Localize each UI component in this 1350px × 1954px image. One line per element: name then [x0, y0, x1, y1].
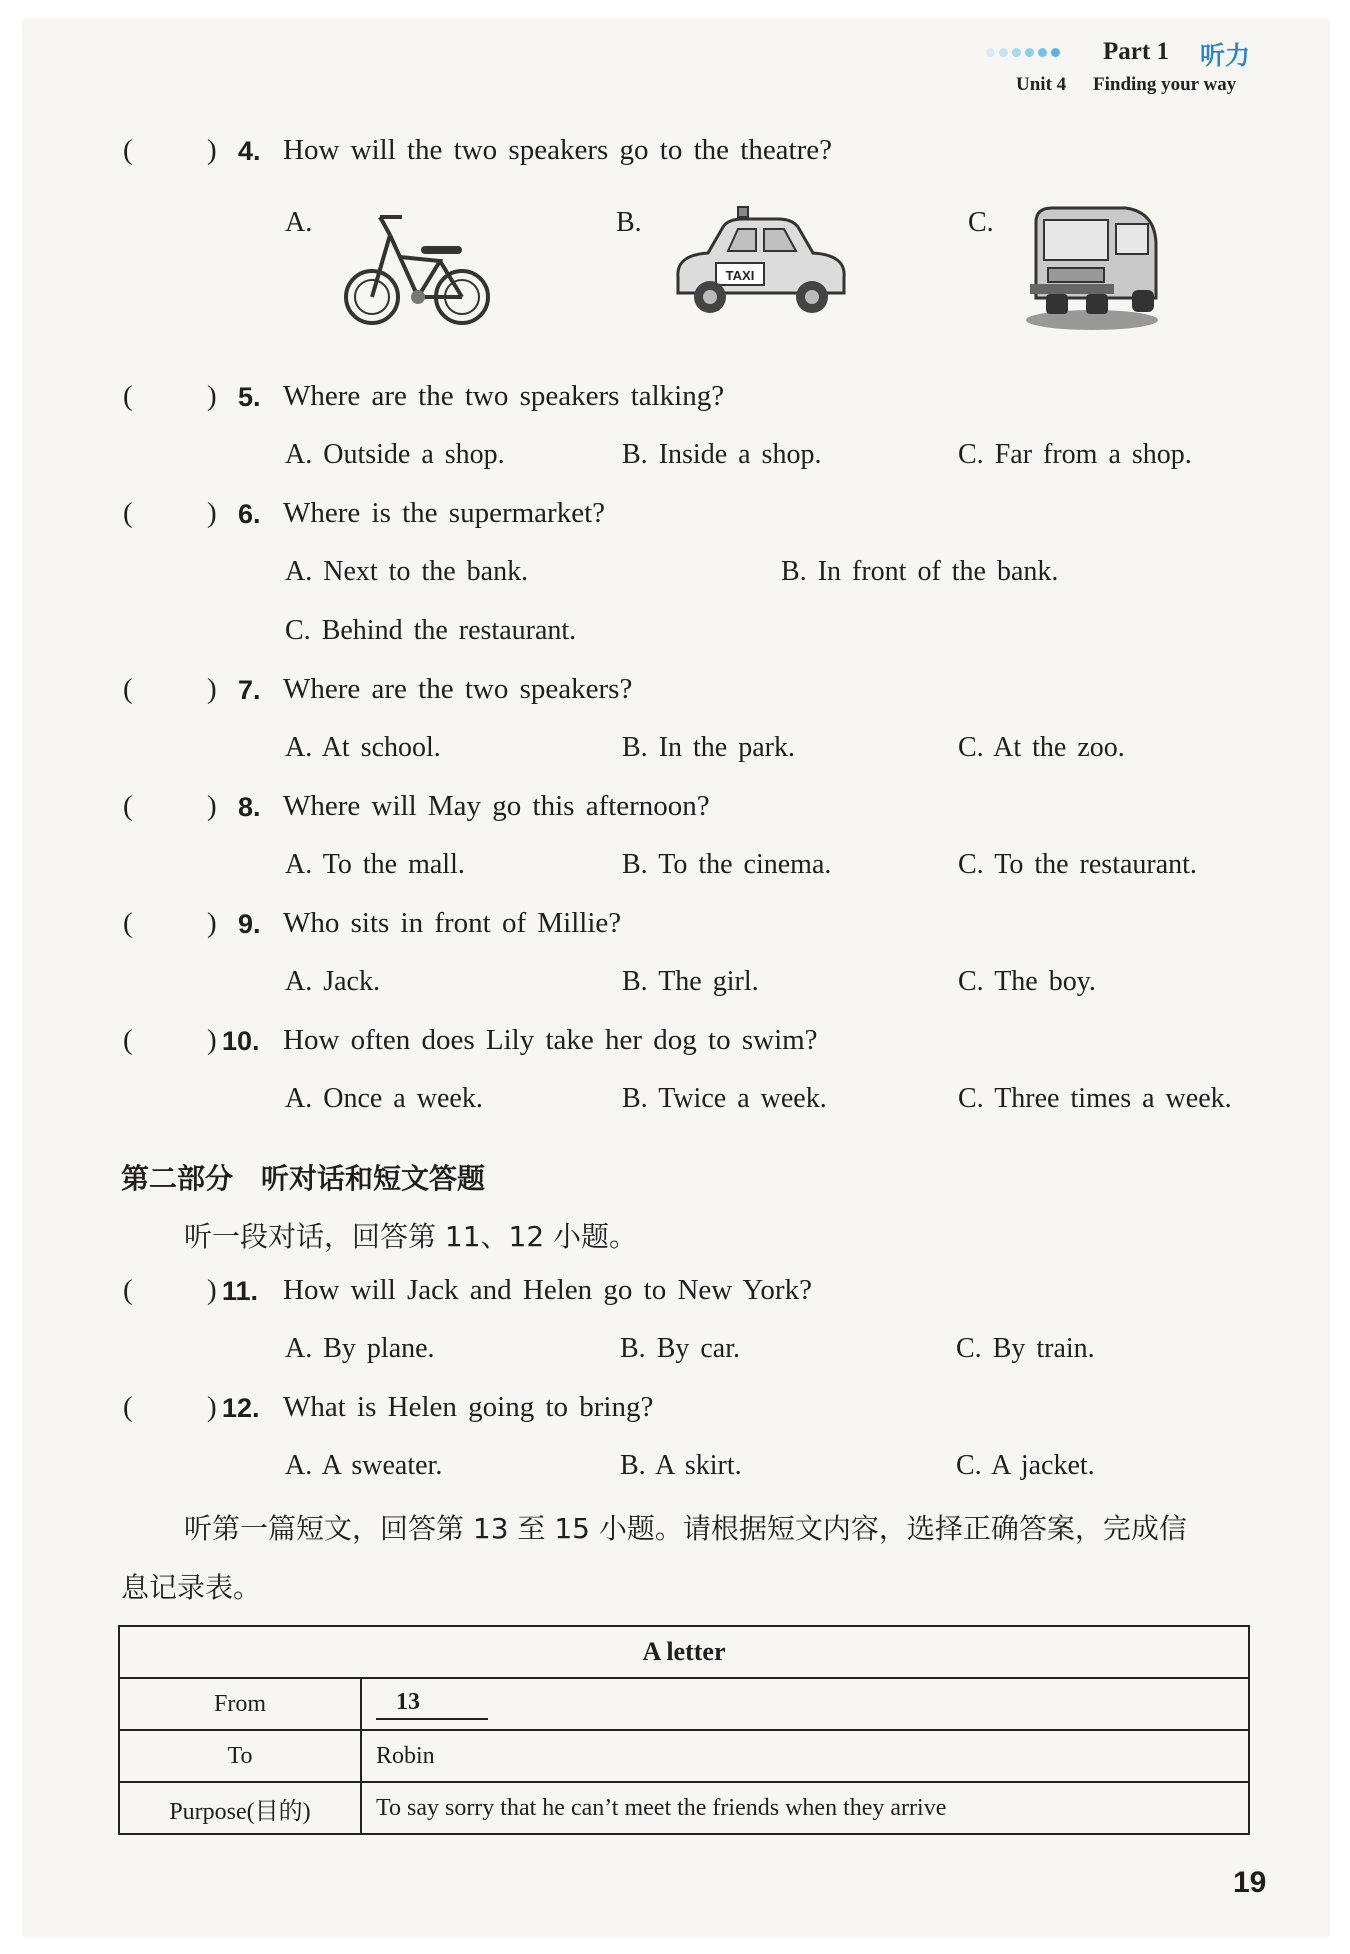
table-row: [119, 1678, 1249, 1730]
answer-paren-open: (: [123, 673, 133, 705]
header-dots: [986, 48, 1060, 57]
option-a: A. To the mall.: [285, 849, 465, 880]
question-number: 8.: [238, 792, 261, 822]
option-label: B.: [616, 207, 642, 238]
table-title: A letter: [119, 1626, 1249, 1678]
table-label: Purpose(目的): [119, 1782, 361, 1834]
dialogue-instruction: 听一段对话，回答第 11、12 小题。: [184, 1220, 638, 1253]
answer-paren-open: (: [123, 1024, 133, 1056]
option-c: C. At the zoo.: [958, 732, 1125, 763]
answer-paren-open: (: [123, 790, 133, 822]
answer-paren-close: ): [207, 497, 217, 529]
option-a: A. Jack.: [285, 966, 380, 997]
question-number: 10.: [222, 1026, 260, 1056]
question-text: What is Helen going to bring?: [283, 1391, 654, 1423]
table-value: To say sorry that he can’t meet the friends when they arrive: [361, 1782, 1249, 1834]
bus-icon: [1022, 202, 1162, 332]
option-c: C. Far from a shop.: [958, 439, 1192, 470]
option-a: A. At school.: [285, 732, 441, 763]
option-c: C. Three times a week.: [958, 1083, 1232, 1114]
taxi-icon: [668, 205, 853, 320]
answer-paren-open: (: [123, 1391, 133, 1423]
answer-paren-close: ): [207, 1024, 217, 1056]
question-text: How often does Lily take her dog to swim?: [283, 1024, 818, 1056]
table-value: [361, 1678, 1249, 1730]
header-dot: [999, 48, 1008, 57]
answer-paren-open: (: [123, 497, 133, 529]
passage-instruction-cont: 息记录表。: [121, 1571, 262, 1604]
answer-paren-close: ): [207, 134, 217, 166]
option-label: C.: [968, 207, 994, 238]
answer-paren-close: ): [207, 790, 217, 822]
answer-paren-close: ): [207, 1274, 217, 1306]
answer-paren-open: (: [123, 907, 133, 939]
question-text: How will Jack and Helen go to New York?: [283, 1274, 812, 1306]
header-dot: [1012, 48, 1021, 57]
option-a: A. A sweater.: [285, 1450, 443, 1481]
option-b: B. To the cinema.: [622, 849, 832, 880]
header-dot: [1038, 48, 1047, 57]
question-text: Where are the two speakers?: [283, 673, 633, 705]
passage-instruction: 听第一篇短文，回答第 13 至 15 小题。请根据短文内容，选择正确答案，完成信: [184, 1512, 1187, 1545]
answer-paren-close: ): [207, 380, 217, 412]
taxi-sign: TAXI: [725, 268, 755, 283]
answer-paren-close: ): [207, 1391, 217, 1423]
option-b: B. In front of the bank.: [781, 556, 1059, 587]
question-text: Where will May go this afternoon?: [283, 790, 710, 822]
option-c: C. A jacket.: [956, 1450, 1095, 1481]
question-number: 7.: [238, 675, 261, 705]
option-b: B. The girl.: [622, 966, 759, 997]
answer-paren-open: (: [123, 380, 133, 412]
header-section-cn: 听力: [1200, 41, 1251, 70]
option-a: A. By plane.: [285, 1333, 435, 1364]
header-topic: Finding your way: [1093, 74, 1237, 95]
answer-blank-13[interactable]: 13: [376, 1689, 488, 1720]
option-c: C. The boy.: [958, 966, 1096, 997]
info-table: [118, 1625, 1250, 1835]
option-b: B. By car.: [620, 1333, 740, 1364]
header-dot: [986, 48, 995, 57]
option-label: A.: [285, 207, 313, 238]
option-c: C. Behind the restaurant.: [285, 615, 577, 646]
section-title: 第二部分 听对话和短文答题: [121, 1162, 486, 1195]
table-row: [119, 1782, 1249, 1834]
table-label: From: [119, 1678, 361, 1730]
question-number: 5.: [238, 382, 261, 412]
option-a: A. Outside a shop.: [285, 439, 505, 470]
question-text: Where are the two speakers talking?: [283, 380, 725, 412]
option-c: C. To the restaurant.: [958, 849, 1197, 880]
answer-paren-open: (: [123, 134, 133, 166]
answer-paren-close: ): [207, 907, 217, 939]
option-b: B. A skirt.: [620, 1450, 742, 1481]
option-b: B. In the park.: [622, 732, 795, 763]
option-b: B. Twice a week.: [622, 1083, 827, 1114]
table-value: Robin: [361, 1730, 1249, 1782]
header-dot: [1051, 48, 1060, 57]
option-c: C. By train.: [956, 1333, 1095, 1364]
header-part: Part 1: [1103, 38, 1169, 65]
option-b: B. Inside a shop.: [622, 439, 822, 470]
question-number: 9.: [238, 909, 261, 939]
option-a: A. Next to the bank.: [285, 556, 529, 587]
question-number: 11.: [222, 1276, 259, 1306]
question-number: 12.: [222, 1393, 260, 1423]
header-unit: Unit 4: [1016, 74, 1067, 95]
question-text: Where is the supermarket?: [283, 497, 605, 529]
question-text: Who sits in front of Millie?: [283, 907, 622, 939]
table-row: [119, 1626, 1249, 1678]
table-row: [119, 1730, 1249, 1782]
question-number: 6.: [238, 499, 261, 529]
answer-paren-close: ): [207, 673, 217, 705]
header-dot: [1025, 48, 1034, 57]
page-number: 19: [1233, 1866, 1267, 1899]
question-text: How will the two speakers go to the theatre?: [283, 134, 833, 166]
question-number: 4.: [238, 136, 261, 166]
bicycle-icon: [340, 205, 495, 330]
table-label: To: [119, 1730, 361, 1782]
answer-paren-open: (: [123, 1274, 133, 1306]
option-a: A. Once a week.: [285, 1083, 483, 1114]
